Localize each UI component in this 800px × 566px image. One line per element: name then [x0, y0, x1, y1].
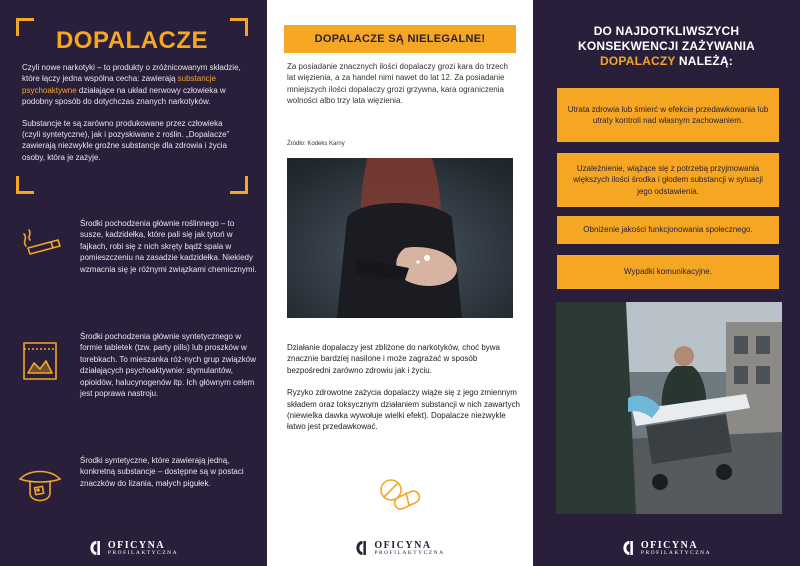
heading-line: DO NAJDOTKLIWSZYCH — [593, 24, 740, 38]
logo-mark-icon — [622, 540, 636, 556]
intro-text-part: działające na układ nerwowy człowieka w podobny sposób do dotychczas znanych narkotyków. — [22, 85, 226, 107]
consequence-box: Utrata zdrowia lub śmierć w efekcie przedawkowania lub utraty kontroli nad własnym zachowaniem. — [557, 88, 779, 142]
list-item-text: Środki pochodzenia głównie roślinnego – to susze, kadzidełka, które pali się jak tytoń w fajkach, robi się z nich skręty bądź spala w pomieszczeniu na zasadzie kadzidełka. Niekiedy wzmacnia się je różnymi związkami chemicznymi. — [80, 219, 257, 274]
intro-frame — [16, 18, 248, 194]
list-item-text: Środki syntetyczne, które zawierają jedną, konkretną substancje – dostępne są w postaci znaczków do lizania, małych pigułek. — [80, 456, 244, 488]
effects-text — [287, 342, 521, 433]
logo-text — [641, 540, 711, 556]
logo-name: OFICYNA — [107, 540, 166, 551]
list-item — [18, 218, 258, 308]
intro-paragraph-1 — [22, 62, 242, 108]
logo-name: OFICYNA — [374, 540, 432, 551]
heading-highlight: DOPALACZY — [600, 54, 676, 68]
paramedic-stretcher-photo — [556, 302, 782, 514]
heading-line: KONSEKWENCJI ZAŻYWANIA — [577, 39, 756, 53]
logo-subtitle: PROFILAKTYCZNA — [107, 550, 179, 556]
intro-paragraph-2: Substancje te są zarówno produkowane przez człowieka (czyli syntetyczne), jak i pozyskiwane z roślin. „Dopalacze” zawierają niezwykle groźne substancje dla zdrowia i życia osoby, która je zażyje. — [22, 118, 230, 162]
smoking-cigarette-icon — [18, 226, 62, 270]
list-item — [18, 455, 258, 515]
heading-line — [553, 54, 780, 69]
logo-name: OFICYNA — [640, 540, 699, 551]
logo-subtitle: PROFILAKTYCZNA — [640, 550, 712, 556]
intro-text-part: Czyli nowe narkotyki – to produkty o zróżnicowanym składzie, które łączy jedna wspólna cecha: zawierają — [22, 63, 241, 84]
logo-mark-icon — [355, 540, 369, 556]
frame-corner — [230, 176, 248, 194]
list-item-text: Środki pochodzenia głównie syntetycznego w formie tabletek (tzw. party pills) lub proszków w torebkach. To mieszanka róż-nych grup związków działających psychoaktywnie: stymulantów, opioidów, halucynogenów itp. Ich głównym celem jest poprawa nastroju. — [80, 332, 256, 399]
logo-text — [374, 540, 444, 556]
left-column — [0, 0, 267, 566]
effects-paragraph-1: Działanie dopalaczy jest zbliżone do narkotyków, choć bywa znacznie bardziej nasilone i może zagrażać w sposób bezpośredni zarówno zdrowiu jak i życiu. — [287, 343, 501, 375]
illegal-badge: DOPALACZE SĄ NIELEGALNE! — [284, 25, 516, 53]
main-title: DOPALACZE — [55, 27, 209, 54]
frame-corner — [16, 176, 34, 194]
hand-with-pill-photo — [287, 158, 513, 318]
logo-mark-icon — [89, 540, 103, 556]
tongue-tab-icon — [18, 463, 62, 507]
consequence-box: Obniżenie jakości funkcjonowania społecznego. — [557, 216, 779, 244]
heading-end: NALEŻĄ: — [675, 54, 733, 68]
consequence-box: Wypadki komunikacyjne. — [557, 255, 779, 289]
publisher-logo — [355, 540, 444, 556]
legal-text — [287, 61, 515, 107]
highlight-psychoactive: substancje psychoaktywne — [22, 74, 216, 95]
legal-paragraph: Za posiadanie znacznych ilości dopalaczy grozi kara do trzech lat więzienia, a za handel nimi nawet do lat 12. Za posiadanie mniejszych ilości dopalaczy grozi grzywna, kara ograniczenia wolności albo trzy lata więzienia. — [287, 62, 509, 106]
publisher-logo — [89, 540, 178, 556]
publisher-logo — [622, 540, 711, 556]
effects-paragraph-2: Ryzyko zdrowotne zażycia dopalaczy wiąże się z jego zmiennym składem oraz toksycznym działaniem substancji w nich zawartych (niewielka dawka wywołuje wielki efekt). Dopalacze niezwykle łatwo jest przedawkować. — [287, 388, 520, 432]
consequences-heading — [553, 24, 780, 69]
capsule-pills-icon — [378, 476, 422, 510]
list-item — [18, 331, 258, 441]
logo-text — [108, 540, 178, 556]
consequence-box: Uzależnienie, wiążące się z potrzebą przyjmowania większych ilości środka i głodem substancji w sytuacji jego odstawienia. — [557, 153, 779, 207]
logo-subtitle: PROFILAKTYCZNA — [374, 550, 445, 556]
source-note: Źródło: Kodeks Karny — [287, 141, 345, 147]
powder-bag-icon — [18, 339, 62, 383]
middle-column — [267, 0, 533, 566]
intro-text — [22, 62, 242, 163]
